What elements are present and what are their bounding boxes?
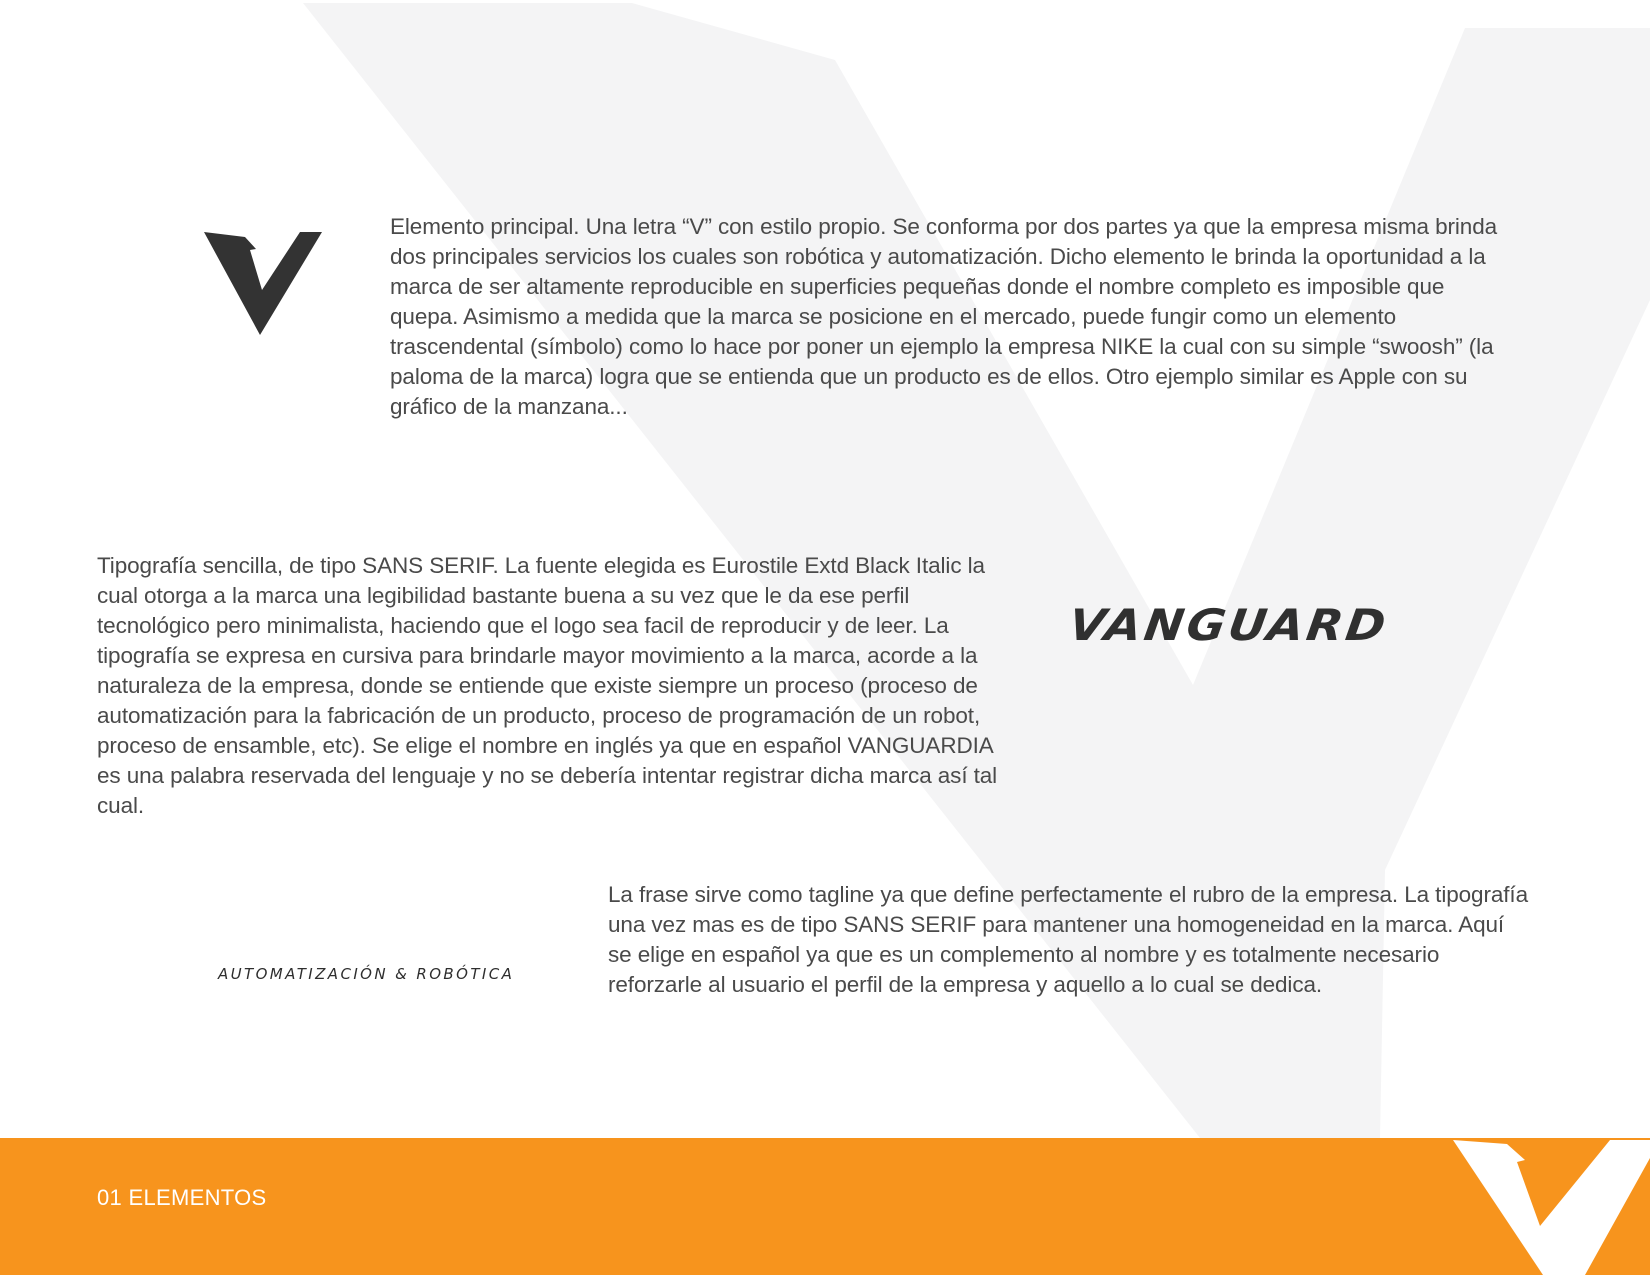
v-logo-icon bbox=[204, 232, 322, 335]
symbol-description: Elemento principal. Una letra “V” con estilo propio. Se conforma por dos partes ya que la empresa misma brinda dos principales servicios los cuales son robótica y automatización. Dicho elemento le brinda la oportunidad a la marca de ser altamente reproducible en superficies pequeñas donde el nombre completo es imposible que quepa. Asimismo a medida que la marca se posicione en el mercado, puede fungir como un elemento trascendental (símbolo) como lo hace por poner un ejemplo la empresa NIKE la cual con su simple “swoosh” (la paloma de la marca) logra que se entienda que un producto es de ellos. Otro ejemplo similar es Apple con su gráfico de la manzana... bbox=[390, 214, 1498, 419]
footer-v-logo-icon bbox=[1445, 1138, 1650, 1275]
tagline: AUTOMATIZACIÓN & ROBÓTICA bbox=[218, 965, 515, 983]
footer-bar bbox=[0, 1138, 1650, 1275]
typography-description: Tipografía sencilla, de tipo SANS SERIF. La fuente elegida es Eurostile Extd Black Italic la cual otorga a la marca una legibilidad bastante buena a su vez que le da ese perfil tecnológico pero minimalista, haciendo que el logo sea facil de reproducir y de leer. La tipografía se expresa en cursiva para brindarle mayor movimiento a la marca, acorde a la naturaleza de la empresa, donde se entiende que existe siempre un proceso (proceso de automatización para la fabricación de un producto, proceso de programación de un robot, proceso de ensamble, etc). Se elige el nombre en inglés ya que en español VANGUARDIA es una palabra reservada del lenguaje y no se debería intentar registrar dicha marca así tal cual. bbox=[97, 553, 998, 818]
tagline-description: La frase sirve como tagline ya que define perfectamente el rubro de la empresa. La tipografía una vez mas es de tipo SANS SERIF para mantener una homogeneidad en la marca. Aquí se elige en español ya que es un complemento al nombre y es totalmente necesario reforzarle al usuario el perfil de la empresa y aquello a lo cual se dedica. bbox=[608, 882, 1528, 997]
vanguard-wordmark: VANGUARD bbox=[1065, 600, 1392, 651]
footer-section-label: 01 ELEMENTOS bbox=[97, 1185, 267, 1210]
